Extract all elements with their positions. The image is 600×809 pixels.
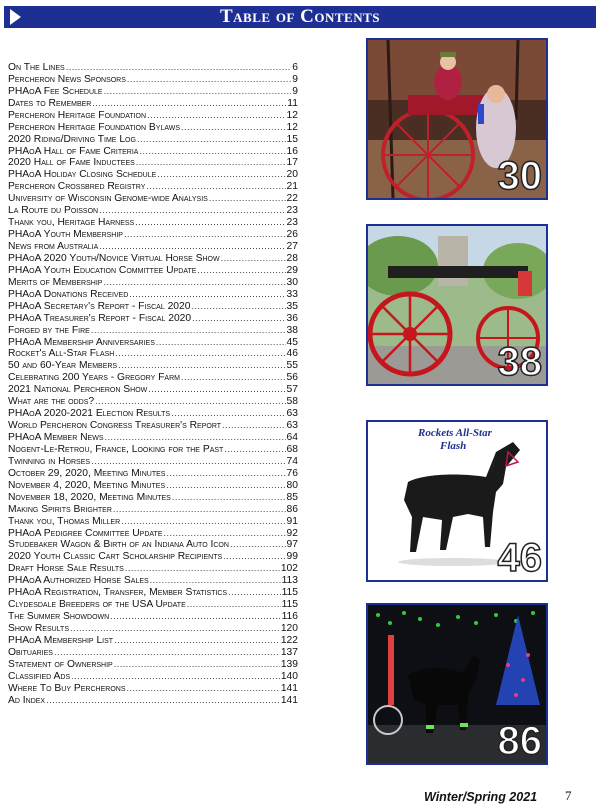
toc-entry-title: PHAoA Hall of Fame Criteria <box>8 145 139 157</box>
toc-entry-page: 86 <box>286 503 298 515</box>
toc-leader-dots <box>157 169 285 181</box>
toc-leader-dots <box>125 563 280 575</box>
toc-entry <box>8 551 298 563</box>
toc-entry-title: Statement of Ownership <box>8 658 113 670</box>
toc-entry <box>8 504 298 516</box>
toc-entry <box>8 432 298 444</box>
toc-entry-page: 115 <box>281 599 298 611</box>
toc-entry-title: PHAoA Registration, Transfer, Member Statistics <box>8 587 228 599</box>
toc-entry <box>8 301 298 313</box>
toc-entry-title: PHAoA Membership List <box>8 634 114 646</box>
toc-entry-page: 141 <box>280 682 298 694</box>
photo-caption-line-1: Rockets All-Star <box>418 427 492 439</box>
toc-entry-page: 21 <box>286 181 298 193</box>
toc-entry-title: Ad Index <box>8 694 46 706</box>
toc-entry-title: 2020 Hall of Fame Inductees <box>8 157 135 169</box>
toc-entry-page: 115 <box>281 587 298 599</box>
toc-entry-page: 16 <box>286 145 298 157</box>
toc-leader-dots <box>110 611 280 623</box>
toc-entry-title: PHAoA Authorized Horse Sales <box>8 575 149 587</box>
toc-leader-dots <box>148 384 285 396</box>
toc-entry <box>8 528 298 540</box>
toc-entry-page: 36 <box>286 312 298 324</box>
toc-entry <box>8 205 298 217</box>
toc-entry <box>8 444 298 456</box>
photo-caption-line-2: Flash <box>440 440 467 452</box>
toc-leader-dots <box>181 122 285 134</box>
toc-leader-dots <box>187 599 281 611</box>
toc-entry <box>8 169 298 181</box>
toc-entry-title: PHAoA Membership Anniversaries <box>8 336 155 348</box>
toc-entry <box>8 325 298 337</box>
toc-entry <box>8 265 298 277</box>
toc-leader-dots <box>181 372 286 384</box>
toc-entry-page: 38 <box>286 324 298 336</box>
toc-entry-title: PHAoA 2020 Youth/Novice Virtual Horse Show <box>8 252 220 264</box>
toc-leader-dots <box>99 241 285 253</box>
toc-entry <box>8 420 298 432</box>
toc-entry <box>8 193 298 205</box>
toc-leader-dots <box>127 683 280 695</box>
toc-leader-dots <box>124 229 286 241</box>
toc-entry-title: 2020 Youth Classic Cart Scholarship Recipients <box>8 551 223 563</box>
toc-entry-page: 97 <box>286 539 298 551</box>
toc-leader-dots <box>66 62 292 74</box>
toc-entry <box>8 158 298 170</box>
toc-entry-page: 99 <box>286 551 298 563</box>
toc-entry-page: 57 <box>286 384 298 396</box>
toc-entry <box>8 337 298 349</box>
toc-entry-title: 2021 National Percheron Show <box>8 384 148 396</box>
toc-entry-page: 122 <box>280 634 298 646</box>
toc-entry-page: 91 <box>286 515 298 527</box>
toc-leader-dots <box>46 695 280 707</box>
toc-entry-title: Percheron News Sponsors <box>8 73 126 85</box>
photo-page-number: 86 <box>497 719 542 763</box>
toc-leader-dots <box>223 551 285 563</box>
toc-entry-title: PHAoA Member News <box>8 432 104 444</box>
toc-entry-title: Twinning in Horses <box>8 455 91 467</box>
toc-entry <box>8 540 298 552</box>
toc-entry-page: 85 <box>286 491 298 503</box>
toc-leader-dots <box>146 181 285 193</box>
toc-leader-dots <box>121 516 285 528</box>
toc-entry-page: 76 <box>286 467 298 479</box>
toc-entry-page: 30 <box>286 276 298 288</box>
toc-entry-title: Dates to Remember <box>8 97 92 109</box>
toc-entry-title: Percheron Heritage Foundation Bylaws <box>8 121 181 133</box>
toc-entry-page: 26 <box>286 229 298 241</box>
toc-entry-page: 12 <box>286 121 298 133</box>
toc-entry-page: 45 <box>286 336 298 348</box>
photo-horse <box>366 420 548 582</box>
arrow-icon <box>10 9 21 25</box>
toc-entry <box>8 599 298 611</box>
toc-entry <box>8 468 298 480</box>
toc-entry <box>8 635 298 647</box>
toc-leader-dots <box>103 277 285 289</box>
toc-entry <box>8 313 298 325</box>
toc-entry-title: The Summer Showdown <box>8 611 110 623</box>
toc-entry-page: 140 <box>280 670 298 682</box>
toc-entry <box>8 611 298 623</box>
toc-leader-dots <box>139 146 285 158</box>
toc-entry <box>8 671 298 683</box>
toc-entry <box>8 659 298 671</box>
page-number: 7 <box>565 788 572 803</box>
toc-leader-dots <box>166 480 285 492</box>
toc-entry-title: PHAoA Donations Received <box>8 288 129 300</box>
toc-entry-title: Percheron Crossbred Registry <box>8 181 146 193</box>
toc-entry-page: 27 <box>286 241 298 253</box>
toc-entry-title: Classified Ads <box>8 670 71 682</box>
toc-entry <box>8 408 298 420</box>
toc-entry-title: PHAoA Holiday Closing Schedule <box>8 169 157 181</box>
toc-leader-dots <box>54 647 280 659</box>
toc-entry-title: Merits of Membership <box>8 276 103 288</box>
toc-entry <box>8 384 298 396</box>
issue-label: Winter/Spring 2021 <box>424 790 538 804</box>
toc-entry-page: 29 <box>286 264 298 276</box>
toc-entry-page: 74 <box>286 455 298 467</box>
toc-leader-dots <box>118 360 285 372</box>
toc-entry-page: 141 <box>280 694 298 706</box>
toc-entry-title: PHAoA Youth Membership <box>8 229 123 241</box>
toc-entry <box>8 396 298 408</box>
toc-entry-page: 116 <box>281 611 298 623</box>
toc-entry-page: 6 <box>292 61 298 73</box>
toc-leader-dots <box>191 301 285 313</box>
toc-entry-page: 137 <box>280 646 298 658</box>
toc-entry-title: Percheron Heritage Foundation <box>8 109 147 121</box>
toc-entry <box>8 372 298 384</box>
toc-leader-dots <box>172 492 286 504</box>
toc-entry <box>8 229 298 241</box>
toc-entry-title: 2020 Riding/Driving Time Log <box>8 133 136 145</box>
toc-entry-page: 102 <box>280 563 298 575</box>
toc-entry <box>8 480 298 492</box>
toc-entry <box>8 349 298 361</box>
toc-leader-dots <box>197 265 285 277</box>
toc-entry-page: 28 <box>286 252 298 264</box>
toc-leader-dots <box>136 157 286 169</box>
toc-entry <box>8 623 298 635</box>
toc-entry-title: PHAoA Youth Education Committee Update <box>8 264 197 276</box>
toc-entry-title: Studebaker Wagon & Birth of an Indiana Auto Icon <box>8 539 229 551</box>
toc-entry <box>8 563 298 575</box>
toc-leader-dots <box>105 432 286 444</box>
toc-entry-title: November 4, 2020, Meeting Minutes <box>8 479 166 491</box>
toc-entry <box>8 360 298 372</box>
toc-entry-page: 11 <box>287 97 298 109</box>
toc-entry-title: Forged by the Fire <box>8 324 90 336</box>
toc-entry-title: Draft Horse Sale Results <box>8 563 124 575</box>
toc-entry-page: 68 <box>286 443 298 455</box>
toc-entry <box>8 134 298 146</box>
toc-entry-page: 113 <box>281 575 298 587</box>
toc-entry-title: PHAoA Pedigree Committee Update <box>8 527 163 539</box>
toc-entry <box>8 695 298 707</box>
toc-entry-title: La Route du Poisson <box>8 205 99 217</box>
toc-entry-page: 56 <box>286 372 298 384</box>
toc-entry-title: PHAoA Treasurer's Report - Fiscal 2020 <box>8 312 192 324</box>
toc-entry <box>8 86 298 98</box>
toc-leader-dots <box>91 456 285 468</box>
toc-entry-page: 22 <box>286 193 298 205</box>
toc-entry-title: What are the odds? <box>8 396 95 408</box>
toc-entry <box>8 98 298 110</box>
toc-leader-dots <box>114 635 280 647</box>
toc-entry-page: 63 <box>286 408 298 420</box>
toc-entry-page: 120 <box>280 623 298 635</box>
page-title: Table of Contents <box>220 6 380 27</box>
toc-leader-dots <box>166 468 285 480</box>
toc-entry-title: 50 and 60-Year Members <box>8 360 118 372</box>
toc-entry <box>8 647 298 659</box>
toc-entry-title: News from Australia <box>8 241 99 253</box>
table-of-contents <box>8 62 298 707</box>
toc-leader-dots <box>104 86 292 98</box>
toc-entry-title: Clydesdale Breeders of the USA Update <box>8 599 186 611</box>
toc-leader-dots <box>147 110 285 122</box>
toc-entry-page: 55 <box>286 360 298 372</box>
toc-entry-title: On The Lines <box>8 61 65 73</box>
toc-leader-dots <box>99 205 285 217</box>
toc-leader-dots <box>230 539 286 551</box>
toc-entry-page: 23 <box>286 205 298 217</box>
toc-leader-dots <box>137 134 286 146</box>
toc-entry <box>8 62 298 74</box>
toc-entry-title: Celebrating 200 Years - Gregory Farm <box>8 372 180 384</box>
toc-leader-dots <box>228 587 281 599</box>
toc-entry <box>8 587 298 599</box>
toc-entry <box>8 253 298 265</box>
toc-leader-dots <box>221 253 286 265</box>
toc-entry-title: Show Results <box>8 623 69 635</box>
toc-entry-page: 63 <box>286 420 298 432</box>
toc-leader-dots <box>127 74 291 86</box>
toc-leader-dots <box>91 325 286 337</box>
toc-entry-page: 58 <box>286 396 298 408</box>
toc-entry-page: 9 <box>292 85 298 97</box>
toc-entry-title: Nogent-Le-Retrou, France, Looking for the Past <box>8 443 224 455</box>
toc-entry <box>8 110 298 122</box>
toc-entry-page: 9 <box>292 73 298 85</box>
toc-leader-dots <box>164 528 286 540</box>
toc-entry-title: World Percheron Congress Treasurer's Report <box>8 420 222 432</box>
toc-leader-dots <box>129 289 285 301</box>
photo-page-number: 38 <box>497 340 542 384</box>
photo-lights <box>366 603 548 765</box>
toc-entry-page: 17 <box>286 157 298 169</box>
toc-leader-dots <box>70 623 280 635</box>
toc-entry <box>8 516 298 528</box>
toc-entry <box>8 217 298 229</box>
toc-entry <box>8 181 298 193</box>
toc-leader-dots <box>171 408 285 420</box>
toc-leader-dots <box>114 659 280 671</box>
toc-entry <box>8 683 298 695</box>
toc-entry-title: Obituaries <box>8 646 53 658</box>
toc-entry-title: Thank you, Heritage Harness <box>8 217 135 229</box>
toc-entry-page: 15 <box>286 133 298 145</box>
toc-leader-dots <box>71 671 280 683</box>
toc-entry-page: 33 <box>286 288 298 300</box>
header-bar <box>4 6 596 28</box>
toc-entry-title: University of Wisconsin Genome-wide Analysis <box>8 193 208 205</box>
toc-leader-dots <box>192 313 285 325</box>
toc-entry <box>8 456 298 468</box>
toc-leader-dots <box>95 396 285 408</box>
toc-entry-page: 12 <box>286 109 298 121</box>
toc-entry-title: PHAoA Secretary's Report - Fiscal 2020 <box>8 300 191 312</box>
toc-entry-title: Rocket's All-Star Flash <box>8 348 115 360</box>
toc-leader-dots <box>209 193 286 205</box>
toc-entry-title: Thank you, Thomas Miller <box>8 515 121 527</box>
toc-entry <box>8 122 298 134</box>
toc-entry-page: 64 <box>286 432 298 444</box>
toc-entry <box>8 575 298 587</box>
toc-entry-page: 23 <box>286 217 298 229</box>
photo-page-number: 30 <box>497 154 542 198</box>
toc-entry-page: 20 <box>286 169 298 181</box>
toc-entry-title: Making Spirits Brighter <box>8 503 112 515</box>
toc-leader-dots <box>222 420 285 432</box>
toc-leader-dots <box>92 98 286 110</box>
toc-entry-title: November 18, 2020, Meeting Minutes <box>8 491 171 503</box>
toc-entry <box>8 277 298 289</box>
toc-entry <box>8 241 298 253</box>
toc-leader-dots <box>156 337 286 349</box>
toc-entry <box>8 74 298 86</box>
toc-entry-page: 46 <box>286 348 298 360</box>
toc-leader-dots <box>115 348 285 360</box>
toc-leader-dots <box>224 444 285 456</box>
toc-entry-page: 35 <box>286 300 298 312</box>
toc-entry <box>8 492 298 504</box>
toc-entry-page: 80 <box>286 479 298 491</box>
photo-page-number: 46 <box>497 536 542 580</box>
toc-leader-dots <box>113 504 286 516</box>
toc-entry-page: 139 <box>280 658 298 670</box>
toc-entry-title: PHAoA Fee Schedule <box>8 85 103 97</box>
toc-leader-dots <box>135 217 285 229</box>
toc-entry-title: PHAoA 2020-2021 Election Results <box>8 408 171 420</box>
photo-fire-engine <box>366 224 548 386</box>
toc-entry <box>8 289 298 301</box>
toc-entry-title: October 29, 2020, Meeting Minutes <box>8 467 166 479</box>
photo-carriage <box>366 38 548 200</box>
toc-entry <box>8 146 298 158</box>
toc-entry-title: Where To Buy Percherons <box>8 682 126 694</box>
toc-leader-dots <box>150 575 281 587</box>
toc-entry-page: 92 <box>286 527 298 539</box>
